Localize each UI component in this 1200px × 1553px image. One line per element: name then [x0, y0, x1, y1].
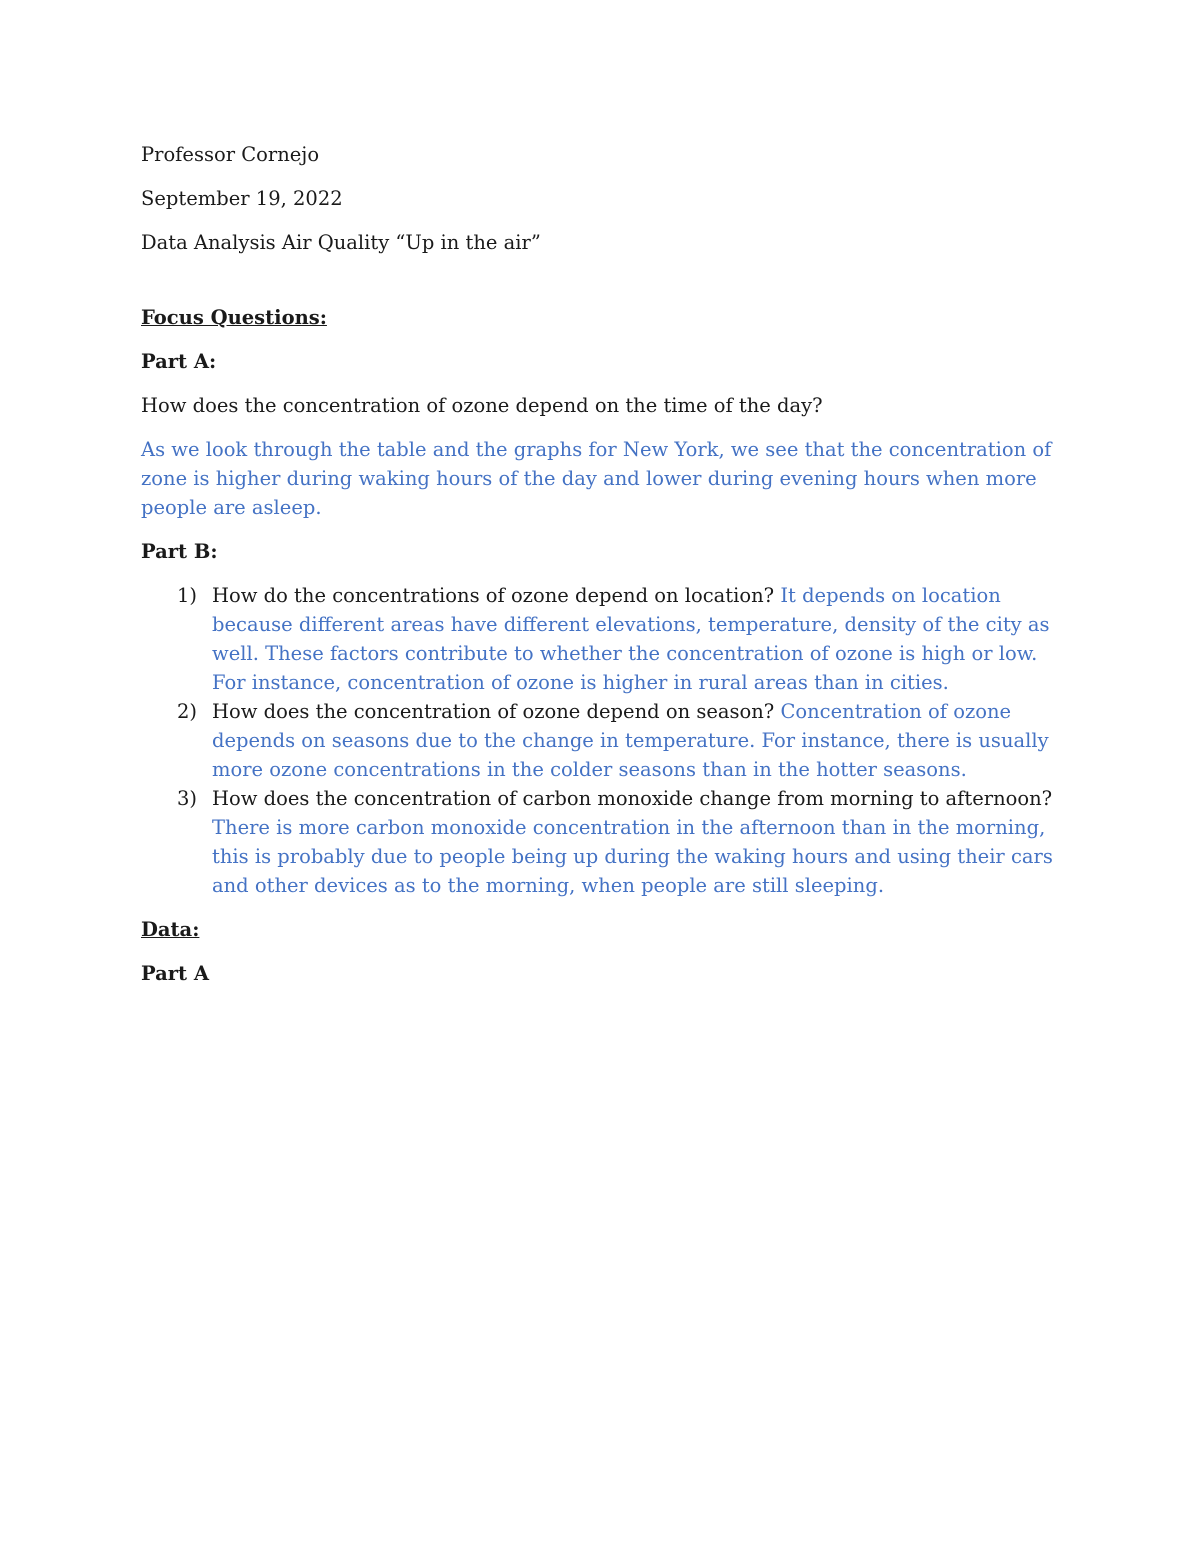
part-b-question-list — [141, 581, 1066, 900]
question-text: How does the concentration of ozone depend on season? — [212, 700, 781, 723]
answer-text: There is more carbon monoxide concentration in the afternoon than in the morning, this is probably due to people being up during the waking hours and using their cars and other devices as to the morning, when people are still sleeping. — [212, 816, 1053, 897]
question-text: How does the concentration of carbon monoxide change from morning to afternoon? — [212, 787, 1053, 810]
document-date: September 19, 2022 — [141, 187, 343, 210]
list-item-number: 3) — [177, 787, 198, 810]
data-part-a-heading: Part A — [141, 962, 209, 985]
answer-text: It depends on location because different areas have different elevations, temperature, density of the city as well. These factors contribute to whether the concentration of ozone is high or low. For instance, concentration of ozone is higher in rural areas than in cities. — [212, 584, 1050, 694]
part-a-answer: As we look through the table and the graphs for New York, we see that the concentration of zone is higher during waking hours of the day and lower during evening hours when more people are asleep. — [141, 438, 1052, 519]
list-item-number: 2) — [177, 700, 198, 723]
part-b-heading: Part B: — [141, 540, 218, 563]
question-text: How do the concentrations of ozone depend on location? — [212, 584, 781, 607]
list-item — [141, 784, 1066, 900]
data-heading: Data: — [141, 918, 200, 941]
professor-name: Professor Cornejo — [141, 143, 320, 166]
part-a-heading: Part A: — [141, 350, 217, 373]
list-item — [141, 697, 1066, 784]
list-item — [141, 581, 1066, 697]
document-title: Data Analysis Air Quality “Up in the air” — [141, 231, 541, 254]
answer-text: Concentration of ozone depends on seasons due to the change in temperature. For instance, there is usually more ozone concentrations in the colder seasons than in the hotter seasons. — [212, 700, 1049, 781]
list-item-number: 1) — [177, 584, 198, 607]
focus-questions-heading: Focus Questions: — [141, 306, 327, 329]
document-page — [141, 140, 1066, 1003]
part-a-question: How does the concentration of ozone depend on the time of the day? — [141, 394, 823, 417]
